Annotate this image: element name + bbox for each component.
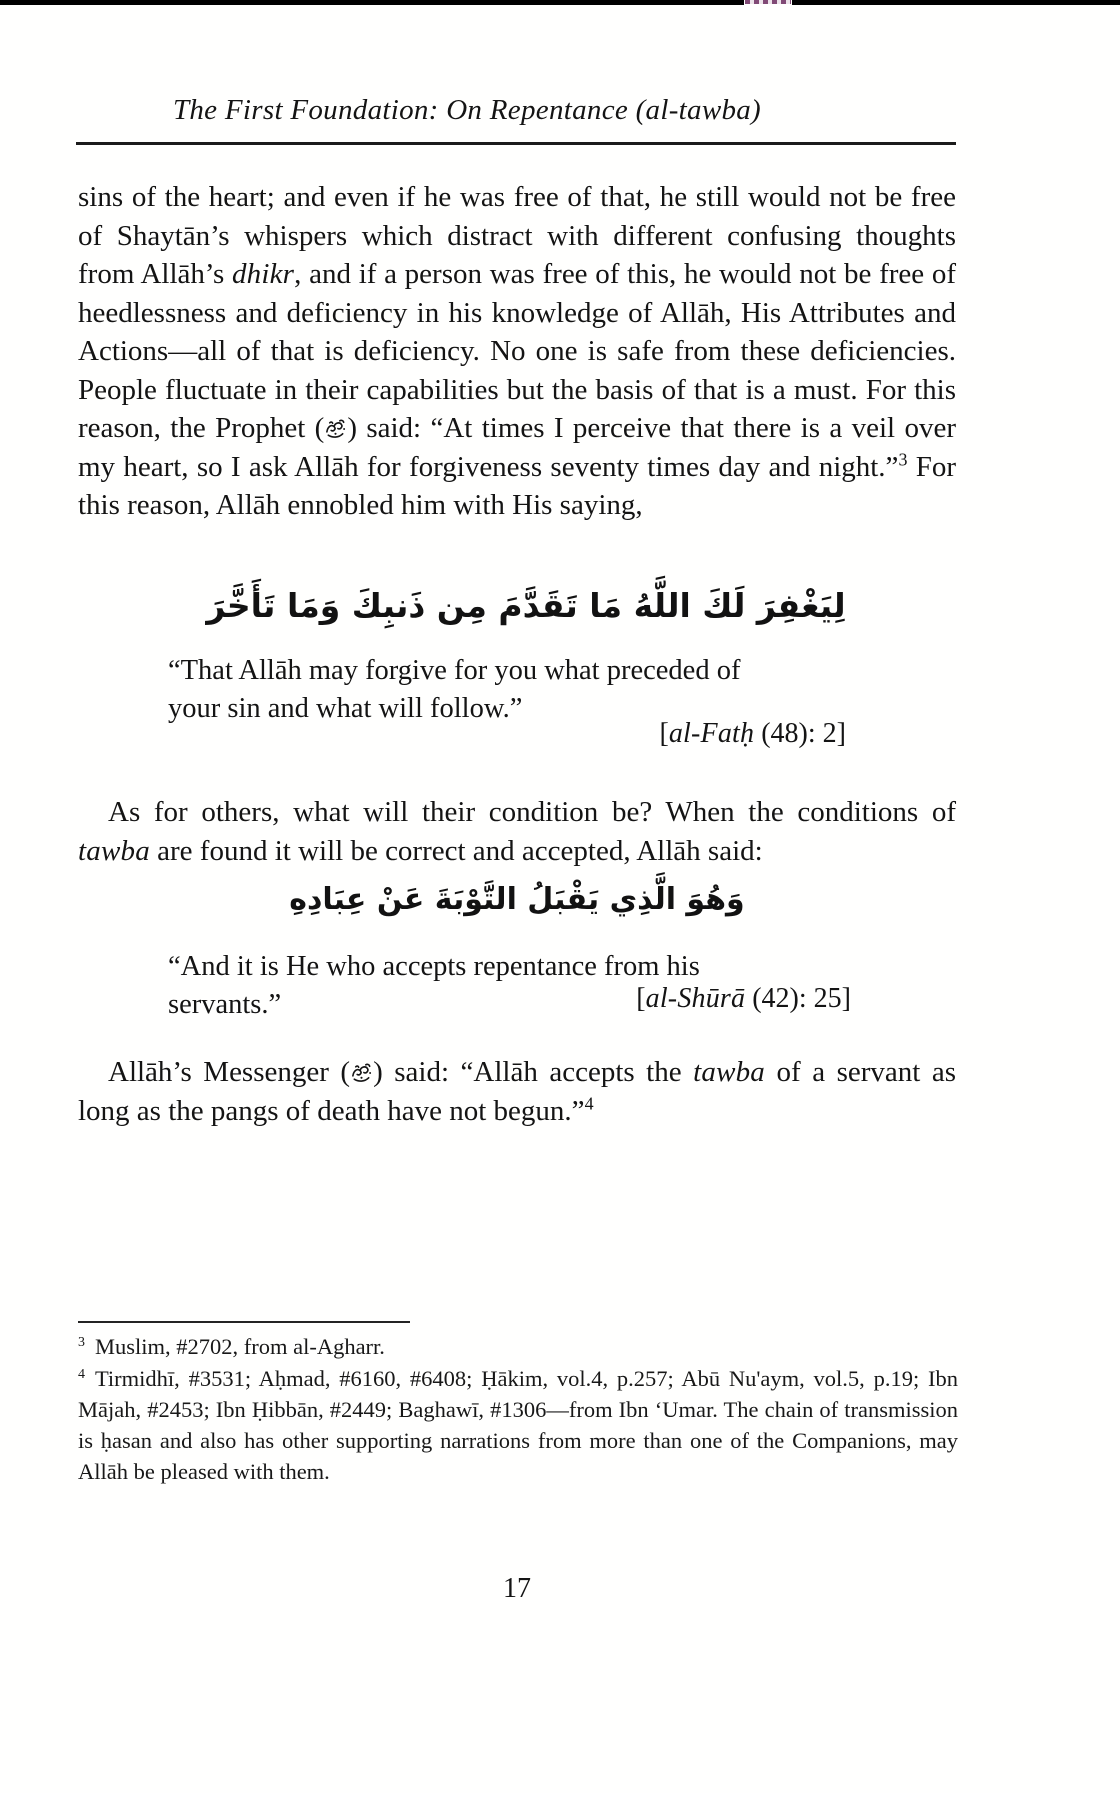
footnote-marker: 4 bbox=[78, 1366, 85, 1382]
header-rule bbox=[76, 142, 956, 145]
text-segment: For this reason, Allāh ennobled him with His saying, bbox=[78, 450, 956, 521]
text-segment: Allāh’s Messenger ( bbox=[108, 1056, 351, 1088]
text-segment: tawba bbox=[693, 1056, 766, 1088]
text-segment: , and if a person was free of this, he would not be free of heedlessness and deficiency in his knowledge of Allāh, His Attributes and Actions—all of that is deficiency. No one is safe from these deficiencies. People fluctuate in their capabilities but the basis of that is a must. For this reason, the Prophet ( bbox=[78, 258, 956, 444]
text-segment: al-Shūrā bbox=[645, 983, 746, 1014]
footnote-text bbox=[78, 1366, 958, 1484]
body-paragraph-1 bbox=[78, 178, 956, 525]
text-segment: sins of the heart; and even if he was free of that, he still would not be free of Shaytān’s whispers which distract with different confusing thoughts from Allāh’s bbox=[78, 181, 956, 290]
text-segment: tawba bbox=[78, 834, 150, 867]
running-header-title: The First Foundation: On Repentance (al-tawba) bbox=[172, 94, 762, 126]
top-scan-edge-artifact bbox=[792, 0, 1120, 5]
footnote-4 bbox=[78, 1363, 958, 1487]
sallallahu-alayhi-wasallam-calligraphy-icon bbox=[324, 417, 347, 441]
footnote-reference: 4 bbox=[584, 1092, 594, 1113]
text-segment: ) said: “Allāh accepts the bbox=[373, 1056, 694, 1088]
quran-verse-arabic-al-fath: لِيَغْفِرَ لَكَ اللَّهُ مَا تَقَدَّمَ مِن ذَنبِكَ وَمَا تَأَخَّرَ bbox=[206, 586, 846, 625]
verse-citation-al-shura bbox=[78, 983, 851, 1015]
verse-translation-al-fath: “That Allāh may forgive for you what preceded of your sin and what will follow.” bbox=[168, 655, 741, 724]
scan-color-smudge bbox=[745, 0, 791, 4]
footnote-reference: 3 bbox=[898, 448, 908, 469]
top-scan-edge-artifact bbox=[0, 0, 744, 5]
text-segment: (48): 2] bbox=[754, 718, 846, 749]
body-paragraph-3 bbox=[78, 1053, 956, 1130]
verse-citation-al-fath bbox=[78, 718, 846, 750]
footnote-3 bbox=[78, 1331, 958, 1362]
verse-translation-al-shura: “And it is He who accepts repentance from his servants.” bbox=[168, 951, 700, 1020]
text-segment: al-Fatḥ bbox=[668, 718, 755, 749]
sallallahu-alayhi-wasallam-calligraphy-icon bbox=[350, 1061, 373, 1085]
text-segment: ) said: “At times I perceive that there is a veil over my heart, so I ask Allāh for forgiveness seventy times day and night.” bbox=[78, 412, 956, 483]
footnote-divider bbox=[78, 1321, 410, 1323]
text-segment: [ bbox=[636, 983, 646, 1014]
page-number: 17 bbox=[503, 1573, 531, 1604]
text-segment: Tirmidhī, #3531; Aḥmad, #6160, #6408; Ḥākim, vol.4, p.257; Abū Nu'aym, vol.5, p.19; Ibn Mājah, #2453; Ibn Ḥibbān, #2449; Baghawī, #1306—from Ibn ‘Umar. The chain of transmission is ḥasan and also has other supporting narrations from more than one of the Companions, may Allāh be pleased with them. bbox=[78, 1366, 958, 1484]
text-segment: As for others, what will their condition be? When the conditions of bbox=[108, 796, 956, 828]
text-segment: [ bbox=[659, 718, 669, 749]
text-segment: are found it will be correct and accepted, Allāh said: bbox=[149, 834, 763, 867]
quran-verse-arabic-al-shura: وَهُوَ الَّذِي يَقْبَلُ التَّوْبَةَ عَنْ عِبَادِهِ bbox=[289, 882, 745, 917]
text-segment: Muslim, #2702, from al-Agharr. bbox=[94, 1334, 385, 1359]
footnote-text bbox=[95, 1334, 385, 1359]
text-segment: dhikr bbox=[231, 258, 295, 290]
footnotes-section bbox=[78, 1331, 958, 1488]
footnote-marker: 3 bbox=[78, 1334, 85, 1350]
text-segment: (42): 25] bbox=[745, 983, 851, 1014]
text-segment: of a servant as long as the pangs of death have not begun.” bbox=[78, 1056, 956, 1127]
body-paragraph-2 bbox=[78, 793, 956, 870]
